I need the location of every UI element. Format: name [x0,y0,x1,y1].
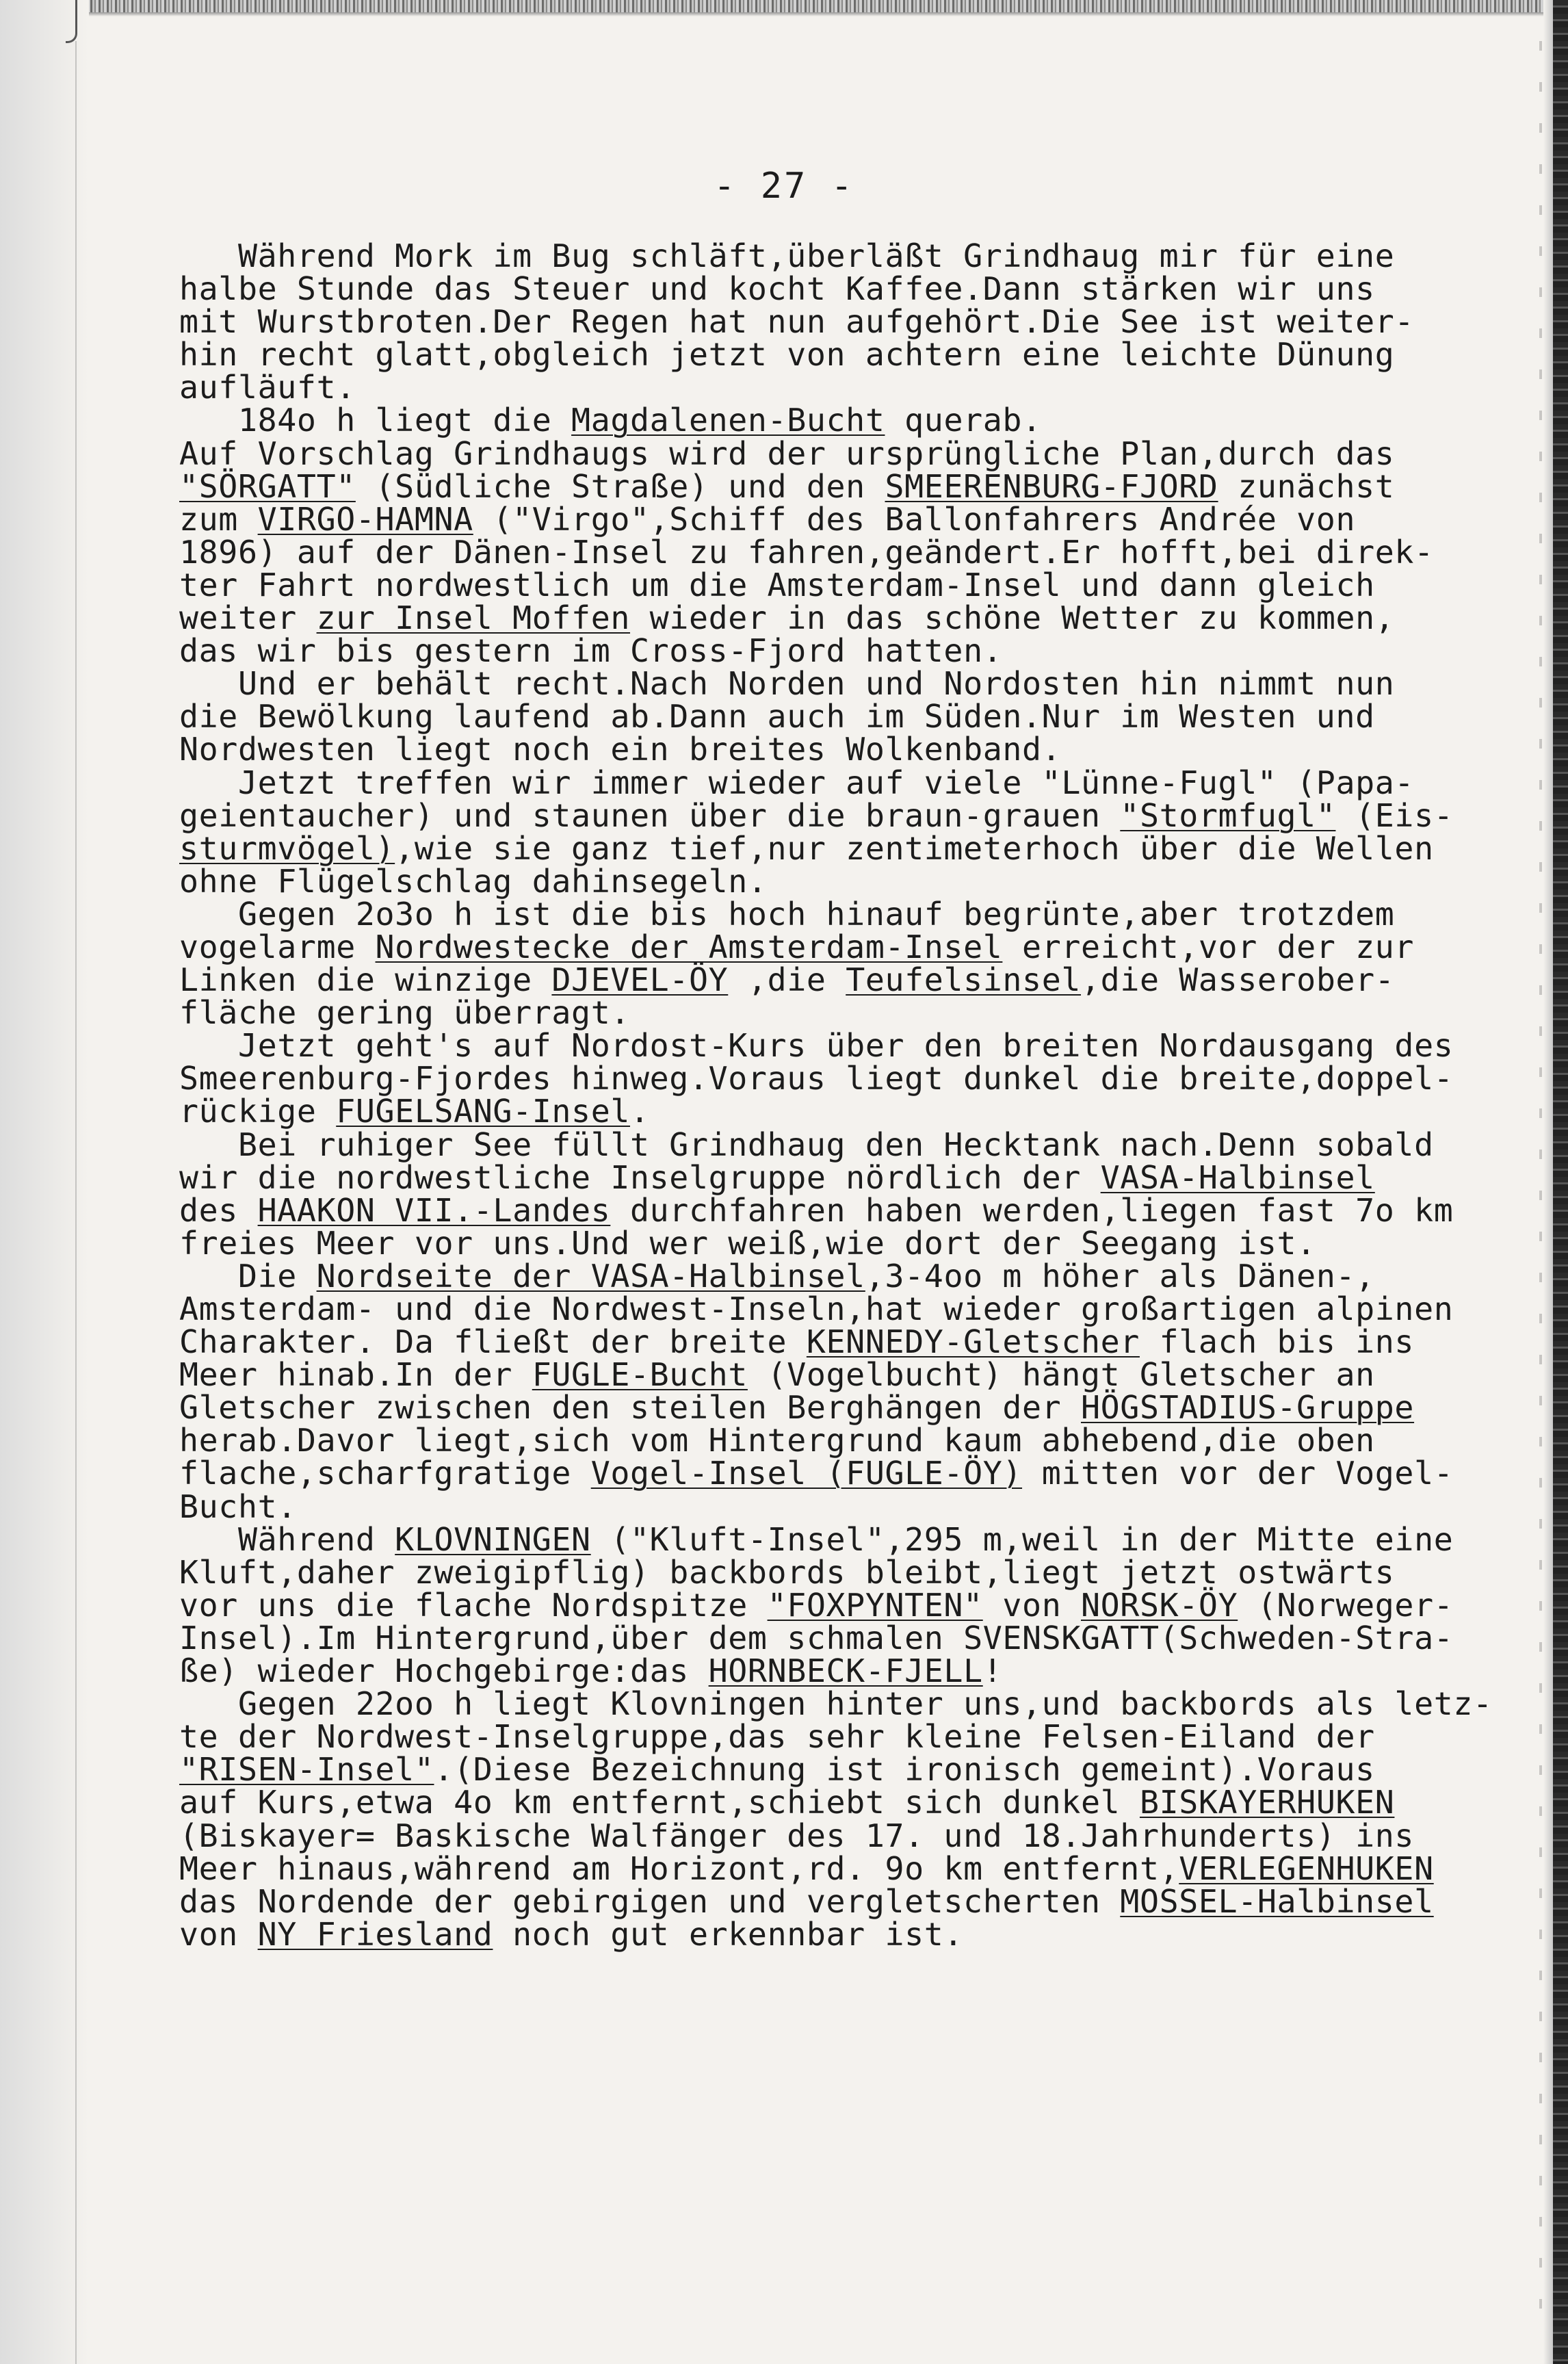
text-segment: ("Kluft-Insel",295 m,weil in der Mitte eine [590,1520,1454,1558]
text-segment: Bucht. [179,1488,297,1525]
text-segment: des [179,1191,258,1229]
text-segment: durchfahren haben werden,liegen fast 7o km [610,1191,1454,1229]
text-segment: aufläuft. [179,369,356,406]
text-line [179,1257,1520,1295]
text-line [179,336,1520,374]
text-segment: Meer hinab.In der [179,1356,532,1394]
text-segment: (Vogelbucht) hängt Gletscher an [747,1356,1375,1394]
text-line [179,994,1520,1032]
text-line [179,698,1520,736]
text-line [179,862,1520,900]
text-segment: herab.Davor liegt,sich vom Hintergrund kaum abhebend,die oben [179,1422,1375,1459]
text-line [179,1652,1520,1690]
underlined-place-name: sturmvögel) [179,829,395,867]
text-line [179,500,1520,538]
text-line [179,1490,1520,1523]
text-segment: Kluft,daher zweigipflig) backbords bleibt,liegt jetzt ostwärts [179,1553,1395,1591]
text-line [179,1819,1520,1852]
text-segment: Bei ruhiger See füllt Grindhaug den Hecktank nach.Denn sobald [179,1126,1434,1163]
scan-right-edge-marks [1539,41,1542,2320]
text-line [179,1751,1520,1789]
text-segment: (Südliche Straße) und den [355,467,885,505]
text-line [179,270,1520,308]
text-segment: von [179,1915,258,1953]
underlined-place-name: DJEVEL-ÖY [551,961,729,999]
text-segment: das wir bis gestern im Cross-Fjord hatten. [179,632,1003,670]
text-segment: halbe Stunde das Steuer und kocht Kaffee.Dann stärken wir uns [179,270,1375,308]
text-segment: ,wie sie ganz tief,nur zentimeterhoch über die Wellen [395,829,1434,867]
text-segment: (Biskayer= Baskische Walfänger des 17. und 18.Jahrhunderts) ins [179,1817,1415,1854]
scan-right-shadow [1543,0,1553,2364]
text-segment: freies Meer vor uns.Und wer weiß,wie dort der Seegang ist. [179,1224,1316,1262]
text-segment: ,3-4oo m höher als Dänen-, [865,1257,1375,1295]
underlined-place-name: HÖGSTADIUS-Gruppe [1080,1389,1415,1427]
text-line [179,1553,1520,1591]
text-line [179,371,1520,404]
underlined-place-name: NY Friesland [257,1915,493,1953]
underlined-place-name: "FOXPYNTEN" [767,1586,983,1624]
text-line [179,533,1520,571]
text-line [179,733,1520,766]
text-line [179,1128,1520,1161]
text-line [179,1786,1520,1819]
text-line [179,1191,1520,1229]
text-line [179,928,1520,965]
text-line [179,1882,1520,1920]
underlined-place-name: KLOVNINGEN [395,1520,591,1558]
text-line [179,566,1520,603]
underlined-place-name: "RISEN-Insel" [179,1751,434,1789]
text-segment: (Eis- [1335,796,1454,834]
underlined-place-name: SMEERENBURG-FJORD [885,467,1218,505]
text-segment: mit Wurstbroten.Der Regen hat nun aufgehört.Die See ist weiter- [179,303,1415,341]
text-line [179,1062,1520,1095]
text-line [179,599,1520,637]
text-line [179,632,1520,670]
text-line [179,895,1520,933]
underlined-place-name: Magdalenen-Bucht [571,402,885,439]
text-segment: .(Diese Bezeichnung ist ironisch gemeint).Voraus [434,1751,1375,1789]
underlined-place-name: KENNEDY-Gletscher [806,1323,1140,1361]
text-segment: noch gut erkennbar ist. [493,1915,964,1953]
text-line [179,796,1520,834]
text-segment: auf Kurs,etwa 4o km entfernt,schiebt sich dunkel [179,1784,1140,1821]
underlined-place-name: HAAKON VII.-Landes [257,1191,611,1229]
text-line [179,1424,1520,1457]
text-line [179,1356,1520,1394]
underlined-place-name: "Stormfugl" [1120,796,1336,834]
text-line [179,1586,1520,1624]
scan-left-edge-line [75,41,77,2364]
underlined-place-name: "SÖRGATT" [179,467,356,505]
text-line [179,1290,1520,1327]
text-segment: zum [179,500,258,538]
text-line [179,1389,1520,1427]
text-line [179,1457,1520,1490]
underlined-place-name: FUGLE-Bucht [532,1356,748,1394]
text-segment: te der Nordwest-Inselgruppe,das sehr kleine Felsen-Eiland der [179,1718,1375,1756]
text-line [179,434,1520,472]
text-segment: Die [179,1257,317,1295]
text-line [179,1718,1520,1756]
text-segment: ! [982,1652,1003,1690]
text-segment: weiter [179,599,317,637]
text-segment: zunächst [1218,467,1395,505]
text-segment: flach bis ins [1139,1323,1415,1361]
underlined-place-name: Vogel-Insel (FUGLE-ÖY) [590,1455,1023,1492]
text-segment: ,die Wasserober- [1081,961,1395,999]
text-segment: mitten vor der Vogel- [1022,1455,1454,1492]
underlined-place-name: BISKAYERHUKEN [1139,1784,1395,1821]
text-segment: Gletscher zwischen den steilen Berghängen der [179,1389,1081,1427]
text-segment: hin recht glatt,obgleich jetzt von achtern eine leichte Dünung [179,336,1395,374]
text-line [179,239,1520,272]
underlined-place-name: NORSK-ÖY [1081,1586,1238,1624]
text-line [179,1158,1520,1196]
text-segment: vor uns die flache Nordspitze [179,1586,768,1624]
text-segment: Smeerenburg-Fjordes hinweg.Voraus liegt dunkel die breite,doppel- [179,1060,1454,1097]
text-segment: erreicht,vor der zur [1002,928,1415,965]
text-segment: 184o h liegt die [179,402,572,439]
text-segment: Gegen 2o3o h ist die bis hoch hinauf begrünte,aber trotzdem [179,895,1395,933]
text-line [179,1027,1520,1065]
text-line [179,766,1520,799]
underlined-place-name: VASA-Halbinsel [1100,1158,1375,1196]
text-segment: Amsterdam- und die Nordwest-Inseln,hat wieder großartigen alpinen [179,1290,1454,1327]
text-segment: Jetzt geht's auf Nordost-Kurs über den breiten Nordausgang des [179,1027,1454,1065]
text-line [179,404,1520,437]
text-line [179,1685,1520,1723]
page-number: - 27 - [714,166,854,207]
text-segment: Nordwesten liegt noch ein breites Wolkenband. [179,731,1062,768]
text-segment: Auf Vorschlag Grindhaugs wird der ursprüngliche Plan,durch das [179,434,1395,472]
text-line [179,829,1520,867]
page-corner-curl [66,0,77,43]
text-segment: Während Mork im Bug schläft,überläßt Grindhaug mir für eine [179,237,1395,274]
text-line [179,1323,1520,1361]
text-line [179,1520,1520,1558]
text-line [179,1849,1520,1887]
underlined-place-name: FUGELSANG-Insel [336,1093,630,1130]
text-segment: das Nordende der gebirgigen und vergletscherten [179,1882,1121,1920]
text-segment: vogelarme [179,928,376,965]
text-line [179,1224,1520,1262]
text-segment: 1896) auf der Dänen-Insel zu fahren,geändert.Er hofft,bei direk- [179,533,1434,571]
underlined-place-name: zur Insel Moffen [316,599,631,637]
text-segment: rückige [179,1093,337,1130]
text-segment: ße) wieder Hochgebirge:das [179,1652,709,1690]
text-segment: Und er behält recht.Nach Norden und Nordosten hin nimmt nun [179,665,1395,703]
text-line [179,665,1520,703]
underlined-place-name: MOSSEL-Halbinsel [1120,1882,1434,1920]
underlined-place-name: HORNBECK-FJELL [708,1652,983,1690]
text-segment: flache,scharfgratige [179,1455,591,1492]
underlined-place-name: VERLEGENHUKEN [1179,1849,1434,1887]
underlined-place-name: Nordwestecke der Amsterdam-Insel [375,928,1003,965]
text-segment: wir die nordwestliche Inselgruppe nördlich der [179,1158,1101,1196]
text-segment: ,die [728,961,846,999]
text-segment: Charakter. Da fließt der breite [179,1323,807,1361]
underlined-place-name: Teufelsinsel [846,961,1082,999]
text-segment: die Bewölkung laufend ab.Dann auch im Süden.Nur im Westen und [179,698,1375,736]
text-segment: Insel).Im Hintergrund,über dem schmalen SVENSKGATT(Schweden-Stra- [179,1619,1454,1657]
scan-top-edge [0,0,1568,12]
text-segment: wieder in das schöne Wetter zu kommen, [630,599,1395,637]
text-segment: Gegen 22oo h liegt Klovningen hinter uns,und backbords als letz- [179,1685,1493,1723]
text-segment: querab. [885,402,1042,439]
scan-right-edge [1553,0,1568,2364]
text-segment: Während [179,1520,395,1558]
text-line [179,961,1520,999]
text-line [179,1915,1520,1953]
text-segment: geientaucher) und staunen über die braun-grauen [179,796,1121,834]
text-segment: ter Fahrt nordwestlich um die Amsterdam-Insel und dann gleich [179,566,1375,603]
text-segment: Jetzt treffen wir immer wieder auf viele "Lünne-Fugl" (Papa- [179,764,1415,801]
text-line [179,1619,1520,1657]
typed-text-body [179,239,1520,1951]
text-segment: Linken die winzige [179,961,552,999]
text-segment: . [630,1093,650,1130]
underlined-place-name: Nordseite der VASA-Halbinsel [316,1257,865,1295]
text-line [179,1095,1520,1128]
underlined-place-name: VIRGO-HAMNA [257,500,473,538]
text-segment: ("Virgo",Schiff des Ballonfahrers Andrée von [473,500,1356,538]
text-segment: (Norweger- [1238,1586,1454,1624]
text-segment: von [982,1586,1081,1624]
text-line [179,467,1520,505]
text-line [179,303,1520,341]
text-segment: Meer hinaus,während am Horizont,rd. 9o km entfernt, [179,1849,1179,1887]
text-segment: fläche gering überragt. [179,994,630,1032]
text-segment: ohne Flügelschlag dahinsegeln. [179,862,768,900]
